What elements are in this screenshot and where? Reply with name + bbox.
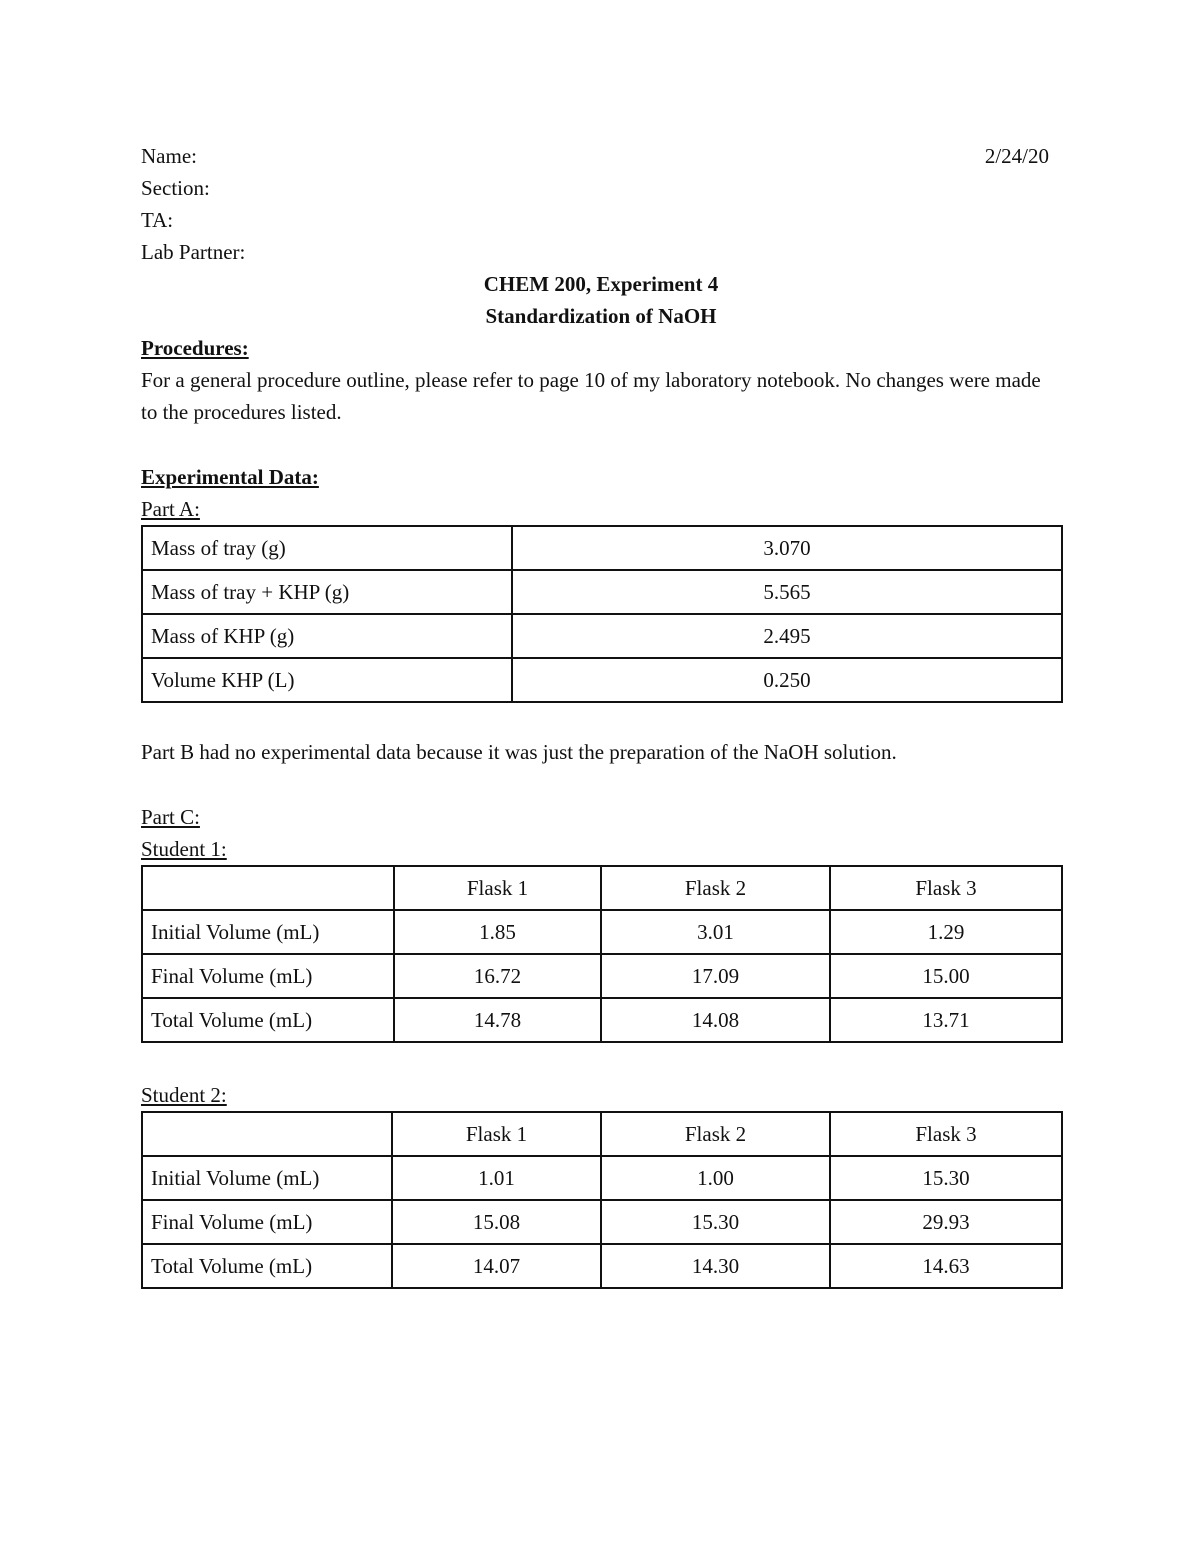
document-title: CHEM 200, Experiment 4 bbox=[483, 272, 719, 296]
procedures-heading: Procedures: bbox=[141, 336, 249, 360]
lab-partner-label: Lab Partner: bbox=[141, 240, 246, 264]
table-cell-label: Mass of KHP (g) bbox=[142, 614, 512, 658]
table-cell-label: Volume KHP (L) bbox=[142, 658, 512, 702]
section-label: Section: bbox=[141, 176, 210, 200]
table-cell: 15.08 bbox=[392, 1200, 601, 1244]
table-cell: 14.08 bbox=[601, 998, 830, 1042]
table-cell: 14.78 bbox=[394, 998, 601, 1042]
table-cell: 15.30 bbox=[830, 1156, 1062, 1200]
table-row bbox=[142, 526, 1062, 570]
table-cell: 14.63 bbox=[830, 1244, 1062, 1288]
table-row bbox=[142, 954, 1062, 998]
table-cell-label: Total Volume (mL) bbox=[142, 998, 394, 1042]
student-2-label: Student 2: bbox=[141, 1083, 227, 1107]
table-header-cell: Flask 3 bbox=[830, 866, 1062, 910]
part-a-table bbox=[141, 525, 1063, 703]
name-line bbox=[141, 140, 1061, 172]
table-header-cell: Flask 3 bbox=[830, 1112, 1062, 1156]
table-header-cell: Flask 1 bbox=[392, 1112, 601, 1156]
part-b-text: Part B had no experimental data because it was just the preparation of the NaOH solution. bbox=[141, 740, 897, 764]
table-cell: 15.00 bbox=[830, 954, 1062, 998]
table-header-cell: Flask 2 bbox=[601, 866, 830, 910]
table-cell: 29.93 bbox=[830, 1200, 1062, 1244]
table-header-row bbox=[142, 1112, 1062, 1156]
table-cell: 13.71 bbox=[830, 998, 1062, 1042]
table-cell: 3.01 bbox=[601, 910, 830, 954]
table-cell: 17.09 bbox=[601, 954, 830, 998]
student-2-table bbox=[141, 1111, 1063, 1289]
table-cell-label: Initial Volume (mL) bbox=[142, 910, 394, 954]
experimental-data-heading: Experimental Data: bbox=[141, 465, 319, 489]
table-cell-value: 3.070 bbox=[512, 526, 1062, 570]
table-cell-value: 0.250 bbox=[512, 658, 1062, 702]
table-cell: 1.01 bbox=[392, 1156, 601, 1200]
table-header-cell: Flask 2 bbox=[601, 1112, 830, 1156]
table-row bbox=[142, 614, 1062, 658]
table-header-cell: Flask 1 bbox=[394, 866, 601, 910]
table-cell-label: Total Volume (mL) bbox=[142, 1244, 392, 1288]
ta-label: TA: bbox=[141, 208, 174, 232]
table-header-cell bbox=[142, 1112, 392, 1156]
name-label: Name: bbox=[141, 144, 197, 168]
table-cell: 1.29 bbox=[830, 910, 1062, 954]
document-page bbox=[141, 140, 1061, 1289]
table-cell: 15.30 bbox=[601, 1200, 830, 1244]
table-cell: 1.85 bbox=[394, 910, 601, 954]
student-1-table bbox=[141, 865, 1063, 1043]
document-date: 2/24/20 bbox=[984, 144, 1049, 168]
table-header-row bbox=[142, 866, 1062, 910]
table-cell: 14.30 bbox=[601, 1244, 830, 1288]
table-cell-label: Initial Volume (mL) bbox=[142, 1156, 392, 1200]
table-cell: 14.07 bbox=[392, 1244, 601, 1288]
student-1-label: Student 1: bbox=[141, 837, 227, 861]
table-row bbox=[142, 998, 1062, 1042]
table-row bbox=[142, 1200, 1062, 1244]
table-cell-value: 5.565 bbox=[512, 570, 1062, 614]
procedures-text: For a general procedure outline, please refer to page 10 of my laboratory notebook. No changes were made to the procedures listed. bbox=[141, 368, 1041, 424]
table-cell-label: Mass of tray + KHP (g) bbox=[142, 570, 512, 614]
document-subtitle: Standardization of NaOH bbox=[485, 304, 717, 328]
table-row bbox=[142, 1156, 1062, 1200]
table-cell-label: Final Volume (mL) bbox=[142, 1200, 392, 1244]
table-cell-value: 2.495 bbox=[512, 614, 1062, 658]
table-row bbox=[142, 910, 1062, 954]
table-cell-label: Final Volume (mL) bbox=[142, 954, 394, 998]
table-cell: 1.00 bbox=[601, 1156, 830, 1200]
part-a-label: Part A: bbox=[141, 497, 200, 521]
table-cell-label: Mass of tray (g) bbox=[142, 526, 512, 570]
table-row bbox=[142, 1244, 1062, 1288]
part-c-label: Part C: bbox=[141, 805, 200, 829]
table-row bbox=[142, 658, 1062, 702]
table-cell: 16.72 bbox=[394, 954, 601, 998]
table-header-cell bbox=[142, 866, 394, 910]
table-row bbox=[142, 570, 1062, 614]
